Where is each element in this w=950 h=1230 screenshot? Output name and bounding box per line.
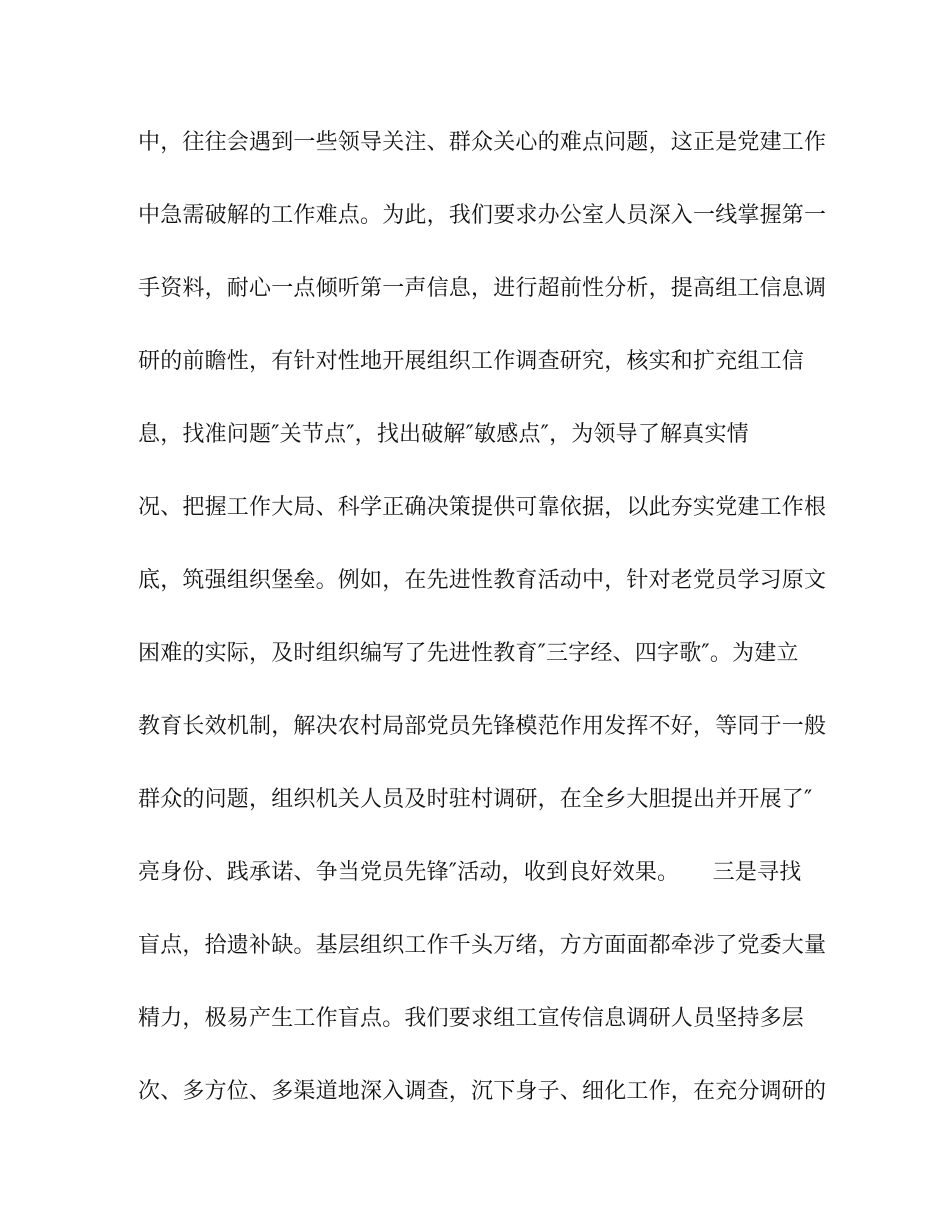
text-line: 研的前瞻性，有针对性地开展组织工作调查研究，核实和扩充组工信 — [138, 349, 805, 374]
text-line: 手资料，耐心一点倾听第一声信息，进行超前性分析，提高组工信息调 — [138, 276, 827, 301]
text-line: 精力，极易产生工作盲点。我们要求组工宣传信息调研人员坚持多层 — [138, 1006, 805, 1031]
text-line: 况、把握工作大局、科学正确决策提供可靠依据，以此夯实党建工作根 — [138, 495, 827, 520]
text-line: 群众的问题，组织机关人员及时驻村调研，在全乡大胆提出并开展了″ — [138, 787, 813, 812]
text-line: 盲点，拾遗补缺。基层组织工作千头万绪，方方面面都牵涉了党委大量 — [138, 933, 827, 958]
text-line: 次、多方位、多渠道地深入调查，沉下身子、细化工作，在充分调研的 — [138, 1079, 827, 1104]
text-line: 中，往往会遇到一些领导关注、群众关心的难点问题，这正是党建工作 — [138, 130, 827, 155]
text-line: 困难的实际，及时组织编写了先进性教育″三字经、四字歌″。为建立 — [138, 641, 799, 666]
text-line: 底，筑强组织堡垒。例如，在先进性教育活动中，针对老党员学习原文 — [138, 568, 827, 593]
text-line: 教育长效机制，解决农村局部党员先锋模范作用发挥不好，等同于一般 — [138, 714, 827, 739]
text-line: 中急需破解的工作难点。为此，我们要求办公室人员深入一线掌握第一 — [138, 203, 827, 228]
text-line: 息，找准问题″关节点″，找出破解″敏感点″，为领导了解真实情 — [138, 422, 749, 447]
body-paragraph — [138, 120, 827, 1142]
text-line: 亮身份、践承诺、争当党员先锋″活动，收到良好效果。 三是寻找 — [138, 860, 802, 885]
